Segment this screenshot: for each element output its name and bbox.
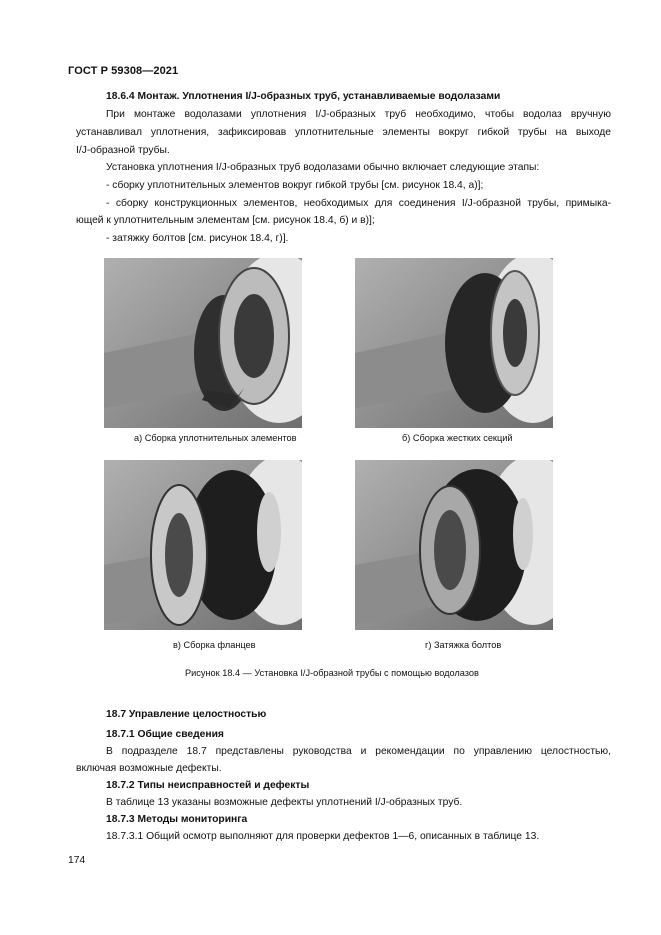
paragraph-line: Установка уплотнения I/J-образных труб водолазами обычно включает следующие этапы: xyxy=(106,162,540,173)
page-number: 174 xyxy=(68,855,86,866)
subsection-heading: 18.7.3 Методы мониторинга xyxy=(106,814,248,825)
paragraph-line: включая возможные дефекты. xyxy=(76,763,222,774)
figure-panel-a-caption: а) Сборка уплотнительных элементов xyxy=(134,433,297,443)
section-heading: 18.6.4 Монтаж. Уплотнения I/J-образных труб, устанавливаемые водолазами xyxy=(106,91,501,102)
section-heading: 18.7 Управление целостностью xyxy=(106,709,267,720)
figure-caption: Рисунок 18.4 — Установка I/J-образной трубы с помощью водолазов xyxy=(185,668,479,678)
paragraph-line: устанавливал уплотнения, зафиксировав уплотнительные элементы вокруг гибкой трубы на выходе xyxy=(76,127,611,138)
figure-panel-b-caption: б) Сборка жестких секций xyxy=(402,433,513,443)
figure-panel-d-caption: г) Затяжка болтов xyxy=(425,640,502,650)
figure-panel-a-image xyxy=(104,258,302,428)
figure-panel-c-caption: в) Сборка фланцев xyxy=(173,640,256,650)
paragraph-line: В таблице 13 указаны возможные дефекты уплотнений I/J-образных труб. xyxy=(106,797,463,808)
section-18-6-4 xyxy=(76,88,611,248)
paragraph-line: I/J-образной трубы. xyxy=(76,145,170,156)
paragraph-line: В подразделе 18.7 представлены руководства и рекомендации по управлению целостностью, xyxy=(106,746,611,757)
list-item: - сборку уплотнительных элементов вокруг гибкой трубы [см. рисунок 18.4, а)]; xyxy=(106,180,484,191)
subsection-heading: 18.7.1 Общие сведения xyxy=(106,729,224,740)
document-standard-header: ГОСТ Р 59308—2021 xyxy=(68,65,179,77)
section-18-7 xyxy=(76,706,611,848)
figure-panel-d-image xyxy=(355,460,553,630)
figure-panel-c-image xyxy=(104,460,302,630)
paragraph-line: 18.7.3.1 Общий осмотр выполняют для проверки дефектов 1—6, описанных в таблице 13. xyxy=(106,831,540,842)
list-item: - сборку конструкционных элементов, необходимых для соединения I/J-образной трубы, примыка- xyxy=(106,198,611,209)
list-item-continuation: ющей к уплотнительным элементам [см. рисунок 18.4, б) и в)]; xyxy=(76,215,375,226)
subsection-heading: 18.7.2 Типы неисправностей и дефекты xyxy=(106,780,310,791)
list-item: - затяжку болтов [см. рисунок 18.4, г)]. xyxy=(106,233,289,244)
figure-panel-b-image xyxy=(355,258,553,428)
paragraph-line: При монтаже водолазами уплотнения I/J-образных труб необходимо, чтобы водолаз вручную xyxy=(106,109,611,120)
